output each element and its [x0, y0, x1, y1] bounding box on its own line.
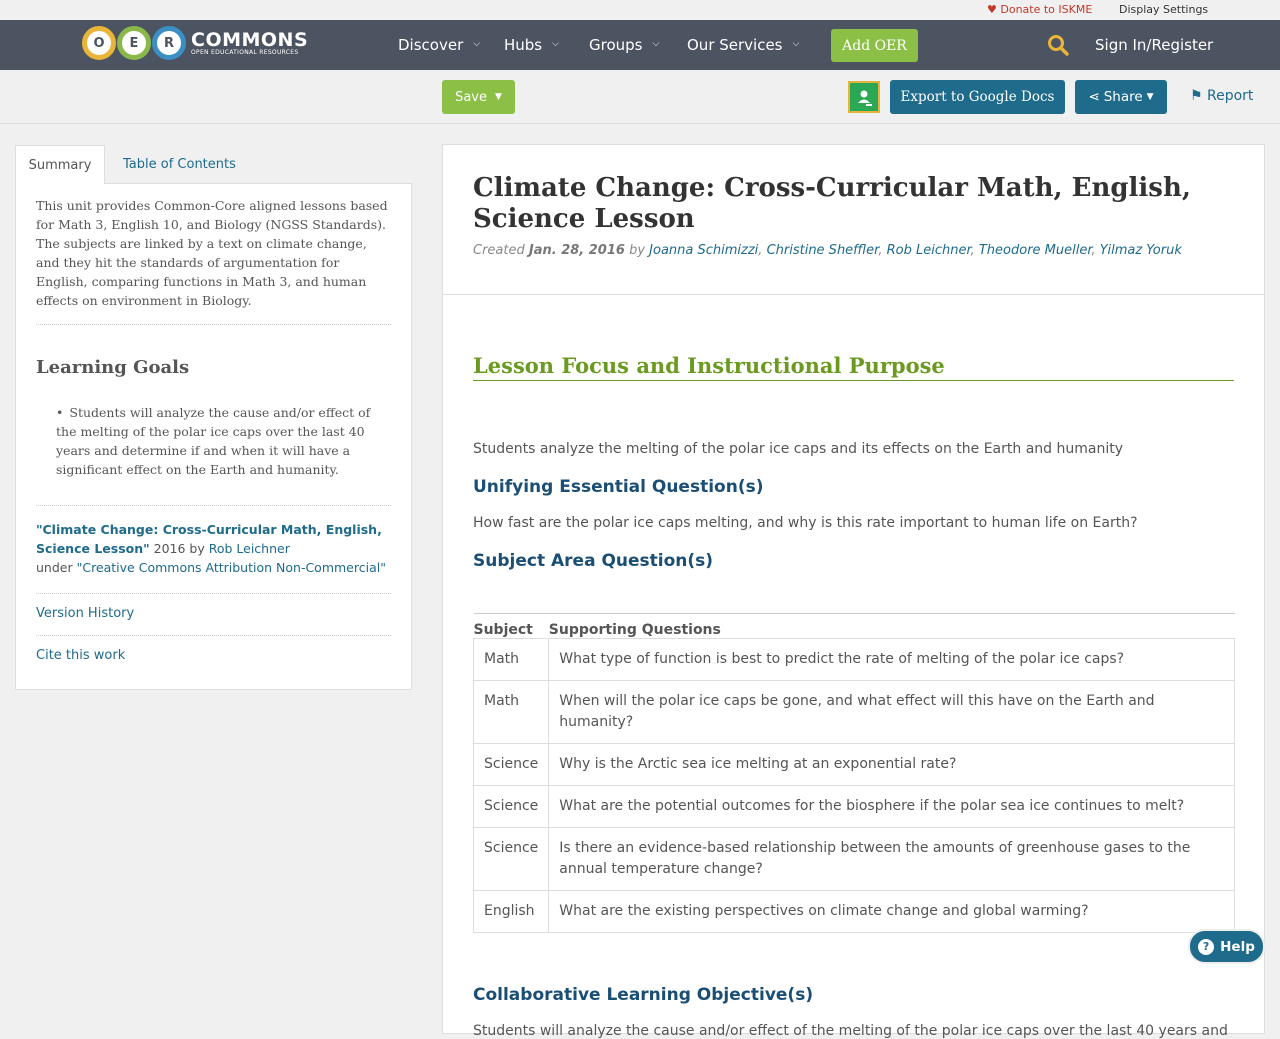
logo-title: COMMONS — [191, 28, 309, 51]
author-link[interactable]: Yilmaz Yoruk — [1099, 243, 1182, 258]
author-link[interactable]: Joanna Schimizzi — [649, 243, 759, 258]
sign-in-register-link[interactable]: Sign In/Register — [1095, 36, 1214, 54]
display-settings-link[interactable]: Display Settings — [1119, 3, 1209, 16]
share-label: Share — [1103, 89, 1143, 105]
donate-link[interactable] — [987, 3, 1092, 16]
export-google-docs-button[interactable]: Export to Google Docs — [890, 80, 1065, 114]
nav-our-services[interactable] — [687, 20, 799, 70]
nav-discover-label: Discover — [398, 36, 464, 54]
attribution — [36, 520, 391, 594]
attribution-under: under — [36, 560, 77, 575]
author-link[interactable]: Theodore Mueller — [978, 243, 1092, 258]
table-cell-subject: Science — [474, 828, 549, 891]
table-cell-subject: Science — [474, 786, 549, 828]
save-button[interactable] — [442, 80, 515, 114]
nav-discover[interactable] — [398, 20, 480, 70]
google-classroom-button[interactable] — [848, 81, 880, 113]
column-header-questions: Supporting Questions — [549, 614, 1235, 639]
saq-heading: Subject Area Question(s) — [473, 551, 714, 571]
questions-table — [473, 613, 1235, 933]
learning-goal-text: Students will analyze the cause and/or effect of the melting of the polar ice caps over the last 40 years and determine if and when it will have a significant effect on the Earth and humanity. — [56, 405, 371, 477]
chevron-down-icon: ⌵ — [652, 39, 660, 49]
caret-down-icon: ▼ — [495, 92, 502, 102]
nav-groups-label: Groups — [589, 36, 643, 54]
main-content — [442, 144, 1265, 1039]
clo-text: Students will analyze the cause and/or effect of the melting of the polar ice caps over the last 40 years and — [473, 1023, 1228, 1039]
table-cell-subject: English — [474, 891, 549, 933]
learning-goal-item — [56, 403, 391, 479]
oer-commons-logo[interactable] — [82, 25, 308, 61]
chevron-down-icon: ⌵ — [473, 39, 481, 49]
add-oer-button[interactable]: Add OER — [831, 29, 918, 62]
table-row — [474, 786, 1235, 828]
resource-header — [443, 145, 1264, 295]
table-cell-question: When will the polar ice caps be gone, and what effect will this have on the Earth and humanity? — [549, 681, 1235, 744]
chevron-down-icon: ⌵ — [552, 39, 559, 49]
tab-table-of-contents[interactable]: Table of Contents — [123, 157, 236, 172]
share-button[interactable] — [1075, 80, 1167, 114]
resource-toolbar — [0, 70, 1280, 124]
ueq-heading: Unifying Essential Question(s) — [473, 477, 764, 497]
google-classroom-icon — [850, 83, 878, 111]
created-date: Jan. 28, 2016 — [528, 243, 625, 258]
table-row — [474, 744, 1235, 786]
table-row — [474, 828, 1235, 891]
logo-letter-o: O — [82, 26, 116, 60]
column-header-subject: Subject — [474, 614, 549, 639]
main-navbar — [0, 20, 1280, 70]
created-label: Created — [473, 243, 529, 258]
question-icon: ? — [1198, 939, 1214, 955]
by-label: by — [624, 243, 650, 258]
ueq-text: How fast are the polar ice caps melting, and why is this rate important to human life on Earth? — [473, 515, 1138, 531]
table-cell-subject: Math — [474, 639, 549, 681]
nav-hubs[interactable] — [504, 20, 559, 70]
bullet-icon: • — [56, 405, 64, 420]
table-cell-subject: Science — [474, 744, 549, 786]
table-header-row — [474, 614, 1235, 639]
clo-heading: Collaborative Learning Objective(s) — [473, 985, 814, 1005]
share-icon: ⋖ — [1088, 89, 1100, 105]
help-button[interactable] — [1188, 929, 1265, 964]
attribution-title-link[interactable]: "Climate Change: Cross-Curricular Math, English, Science Lesson" — [36, 522, 382, 556]
table-cell-question: Why is the Arctic sea ice melting at an exponential rate? — [549, 744, 1235, 786]
nav-hubs-label: Hubs — [504, 36, 543, 54]
help-label: Help — [1220, 938, 1255, 955]
logo-wordmark — [191, 28, 309, 56]
chevron-down-icon: ⌵ — [792, 39, 800, 49]
utility-bar — [0, 0, 1280, 20]
table-row — [474, 681, 1235, 744]
author-link[interactable]: Christine Sheffler — [766, 243, 879, 258]
table-cell-question: What are the potential outcomes for the biosphere if the polar sea ice continues to melt? — [549, 786, 1235, 828]
table-cell-subject: Math — [474, 681, 549, 744]
learning-goals-list — [36, 403, 391, 506]
resource-sidebar — [15, 145, 412, 690]
heart-icon: ♥ — [987, 3, 997, 16]
donate-label: Donate to ISKME — [1000, 3, 1093, 16]
table-row — [474, 891, 1235, 933]
table-cell-question: Is there an evidence-based relationship between the amounts of greenhouse gases to the annual temperature change? — [549, 828, 1235, 891]
logo-subtitle: OPEN EDUCATIONAL RESOURCES — [191, 48, 299, 56]
table-cell-question: What are the existing perspectives on climate change and global warming? — [549, 891, 1235, 933]
report-label: Report — [1207, 88, 1254, 104]
learning-goals-title: Learning Goals — [36, 357, 190, 378]
tab-summary[interactable]: Summary — [15, 145, 105, 184]
section-heading: Lesson Focus and Instructional Purpose — [473, 353, 1234, 381]
sidebar-tabs — [15, 145, 412, 184]
cite-this-work-link[interactable]: Cite this work — [36, 648, 126, 663]
caret-down-icon: ▼ — [1146, 92, 1154, 102]
version-history-link[interactable]: Version History — [36, 594, 391, 636]
summary-text: This unit provides Common-Core aligned lessons based for Math 3, English 10, and Biology (NGSS Standards). The subjects are linked by a text on climate change, and they hit the standards of argumentation for English, comparing functions in Math 3, and human effects on environment in Biology. — [36, 196, 391, 325]
lesson-body — [443, 353, 1264, 1039]
focus-text: Students analyze the melting of the polar ice caps and its effects on the Earth and humanity — [473, 441, 1123, 457]
logo-letter-r: R — [152, 26, 186, 60]
author-link[interactable]: Rob Leichner — [886, 243, 971, 258]
summary-panel — [15, 183, 412, 690]
attribution-author-link[interactable]: Rob Leichner — [208, 541, 290, 556]
license-link[interactable]: "Creative Commons Attribution Non-Commercial" — [76, 560, 386, 575]
table-cell-question: What type of function is best to predict the rate of melting of the polar ice caps? — [549, 639, 1235, 681]
logo-letter-e: E — [117, 26, 151, 60]
nav-groups[interactable] — [589, 20, 659, 70]
byline: Created Jan. 28, 2016 by Joanna Schimizzi, Christine Sheffler, Rob Leichner, Theodore Mueller, Yilmaz Yoruk — [473, 243, 1182, 258]
flag-icon: ⚑ — [1190, 88, 1203, 104]
nav-our-services-label: Our Services — [687, 36, 783, 54]
page-title: Climate Change: Cross-Curricular Math, English, Science Lesson — [473, 173, 1191, 234]
search-icon[interactable] — [1047, 34, 1069, 56]
report-link[interactable] — [1190, 88, 1253, 104]
attribution-year: 2016 by — [149, 541, 209, 556]
table-row — [474, 639, 1235, 681]
save-label: Save — [455, 89, 487, 105]
